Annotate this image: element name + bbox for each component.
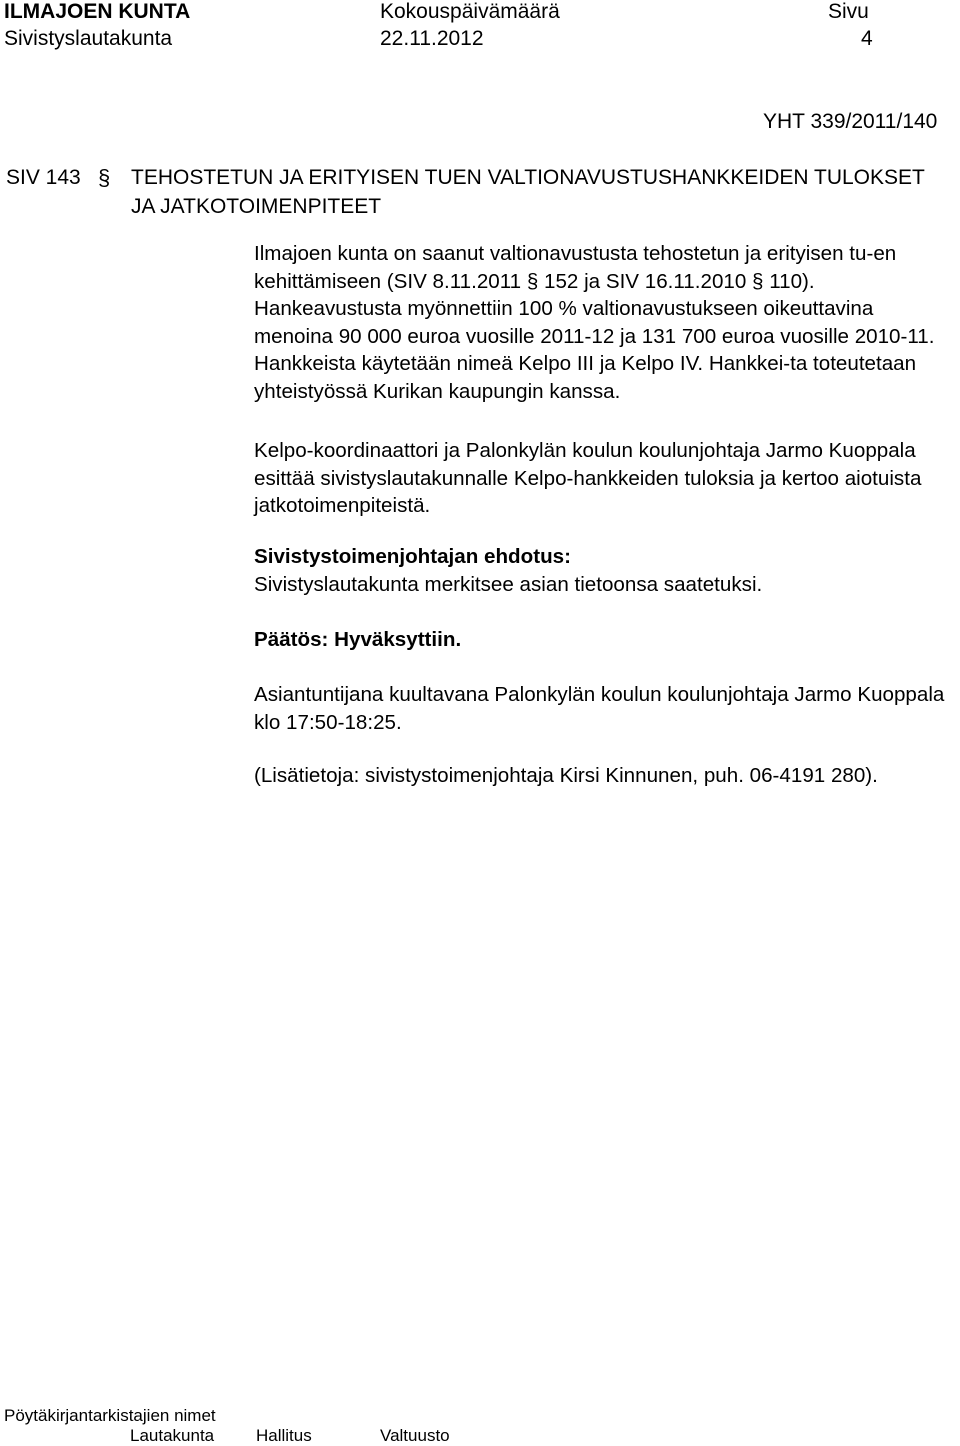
proposal-heading: Sivistystoimenjohtajan ehdotus:: [254, 545, 571, 568]
org-name: ILMAJOEN KUNTA: [4, 0, 191, 23]
section-title: TEHOSTETUN JA ERITYISEN TUEN VALTIONAVUSTUSHANKKEIDEN TULOKSET JA JATKOTOIMENPITEET: [131, 166, 925, 218]
info-text: (Lisätietoja: sivistystoimenjohtaja Kirsi Kinnunen, puh. 06-4191 280).: [254, 764, 878, 787]
footer-label-board: Hallitus: [256, 1426, 312, 1445]
meeting-date-label: Kokouspäivämäärä: [380, 0, 560, 23]
info-block: [254, 762, 954, 790]
page-number: 4: [861, 27, 873, 50]
section-number: SIV 143: [6, 166, 81, 189]
decision-block: [254, 626, 954, 654]
committee-name: Sivistyslautakunta: [4, 27, 173, 50]
body-paragraph-2: [254, 437, 954, 520]
page-label: Sivu: [828, 0, 869, 23]
reference-number: YHT 339/2011/140: [763, 110, 938, 133]
footer-label-committee: Lautakunta: [130, 1426, 215, 1445]
meeting-date: 22.11.2012: [380, 27, 484, 50]
body-paragraph-1: [254, 240, 954, 405]
paragraph-text: Ilmajoen kunta on saanut valtionavustusta tehostetun ja erityisen tu-en kehittämiseen (SIV 8.11.2011 § 152 ja SIV 16.11.2010 § 110). Hankeavustusta myönnettiin 100 % valtionavustukseen oikeuttavina menoina 90 000 euroa vuosille 2011-12 ja 131 700 euroa vuosille 2010-11. Hankkeista käytetään nimeä Kelpo III ja Kelpo IV. Hankkei-ta toteutetaan yhteistyössä Kurikan kaupungin kanssa.: [254, 242, 935, 403]
proposal-text: Sivistyslautakunta merkitsee asian tietoonsa saatetuksi.: [254, 572, 763, 596]
footer-reviewers: Pöytäkirjantarkistajien nimet: [4, 1406, 216, 1425]
expert-block: [254, 681, 954, 736]
footer-label-council: Valtuusto: [380, 1426, 450, 1445]
expert-text: Asiantuntijana kuultavana Palonkylän koulun koulunjohtaja Jarmo Kuoppala klo 17:50-18:25.: [254, 683, 945, 734]
proposal-block: [254, 543, 954, 598]
section-mark: §: [98, 165, 111, 190]
paragraph-text: Kelpo-koordinaattori ja Palonkylän koulun koulunjohtaja Jarmo Kuoppala esittää sivistyslautakunnalle Kelpo-hankkeiden tuloksia ja kertoo aiotuista jatkotoimenpiteistä.: [254, 439, 922, 517]
decision-text: Päätös: Hyväksyttiin.: [254, 628, 462, 651]
